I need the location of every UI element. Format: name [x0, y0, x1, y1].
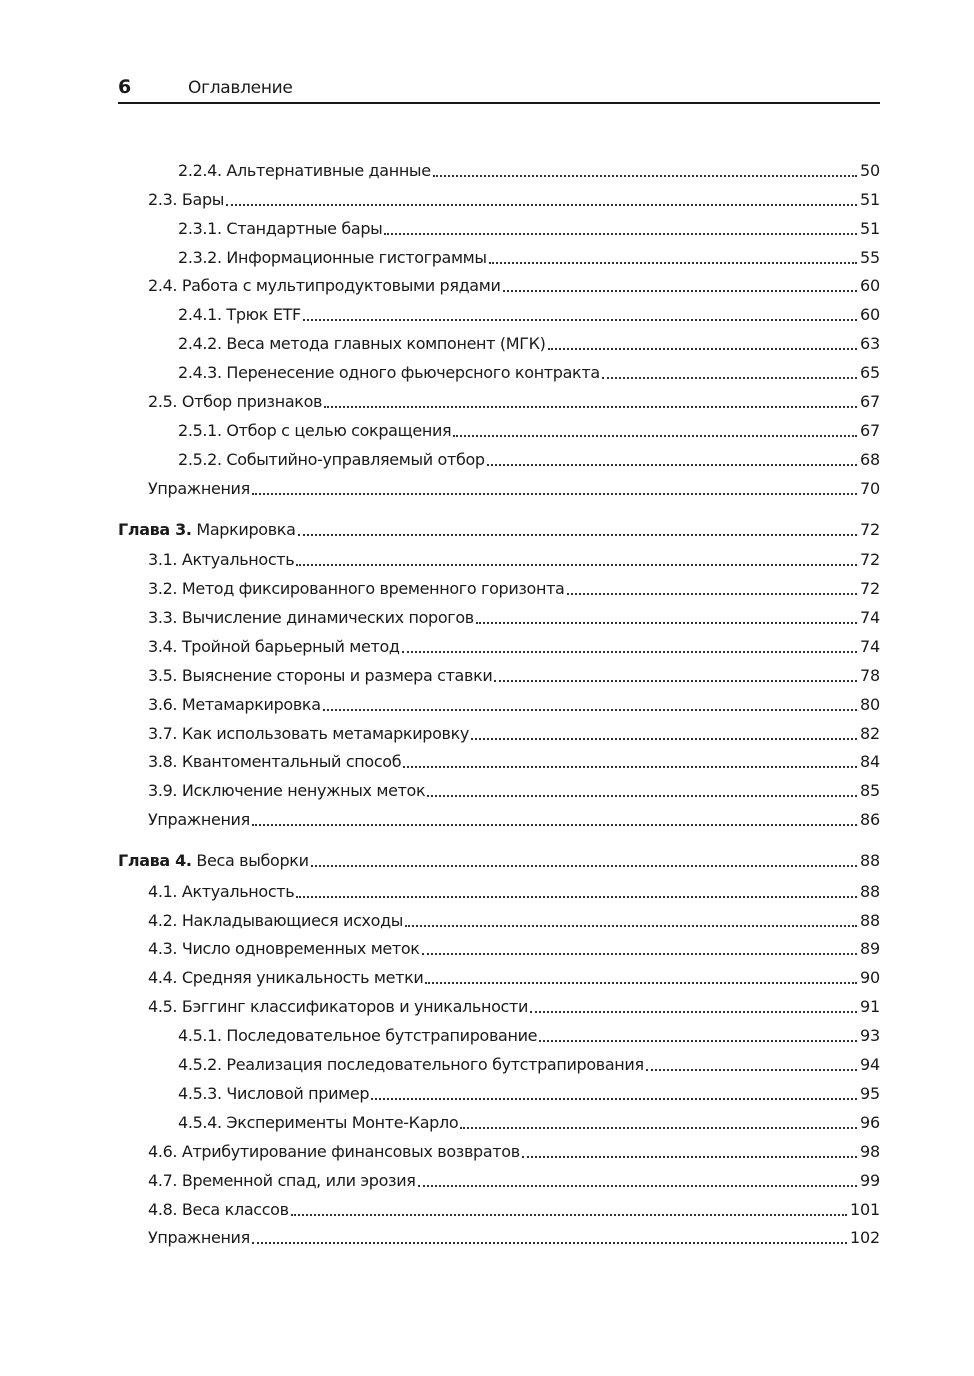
dot-leader: [418, 1185, 858, 1187]
toc-page-number: 93: [860, 1026, 880, 1046]
toc-entry[interactable]: [118, 1046, 880, 1075]
toc-entry-label: 3.4. Тройной барьерный метод: [148, 636, 400, 656]
toc-entry-title: [148, 637, 402, 657]
dot-leader: [494, 680, 857, 682]
toc-entry[interactable]: [118, 772, 880, 801]
toc-entry[interactable]: [118, 686, 880, 715]
toc-entry[interactable]: [118, 1133, 880, 1162]
toc-entry-label: 4.1. Актуальность: [148, 881, 295, 901]
toc-page-number: 85: [860, 781, 880, 801]
toc-entry-label: Упражнения: [148, 1228, 250, 1248]
toc-page-number: 99: [860, 1170, 880, 1190]
toc-entry[interactable]: [118, 210, 880, 239]
toc-page-number: 96: [860, 1112, 880, 1132]
toc-entry-label: 3.2. Метод фиксированного временного горизонта: [148, 579, 565, 599]
toc-entry-label: 2.3.2. Информационные гистограммы: [178, 247, 487, 267]
dot-leader: [252, 1242, 847, 1244]
toc-entry[interactable]: [118, 1191, 880, 1220]
toc-entry-label: 4.5.3. Числовой пример: [178, 1083, 370, 1103]
toc-entry-label: Маркировка: [196, 519, 296, 539]
toc-page-number: 51: [860, 218, 880, 238]
toc-entry[interactable]: [118, 441, 880, 470]
toc-page-number: 80: [860, 694, 880, 714]
toc-entry-title: [178, 450, 487, 470]
dot-leader: [296, 896, 857, 898]
toc-entry[interactable]: [118, 181, 880, 210]
dot-leader: [425, 982, 857, 984]
toc-page-number: 89: [860, 939, 880, 959]
toc-entry-title: [148, 190, 226, 210]
toc-page-number: 50: [860, 160, 880, 180]
toc-entry-title: [148, 695, 323, 715]
toc-page-number: 74: [860, 636, 880, 656]
toc-entry-title: [148, 968, 425, 988]
toc-page-number: 74: [860, 607, 880, 627]
toc-entry-title: [178, 1084, 371, 1104]
toc-page-number: 86: [860, 810, 880, 830]
toc-entry-title: [148, 724, 471, 744]
dot-leader: [476, 622, 857, 624]
toc-page-number: 88: [860, 910, 880, 930]
toc-entry-title: [148, 997, 530, 1017]
dot-leader: [402, 651, 857, 653]
toc-entry-label: 4.2. Накладывающиеся исходы: [148, 910, 404, 930]
toc-chapter-entry[interactable]: [118, 841, 880, 871]
dot-leader: [489, 262, 857, 264]
toc-entry-label: Веса выборки: [196, 851, 309, 871]
toc-chapter-entry[interactable]: [118, 510, 880, 540]
toc-entry[interactable]: [118, 628, 880, 657]
toc-entry-label: 4.6. Атрибутирование финансовых возвратов: [148, 1141, 520, 1161]
toc-entry-label: 2.3.1. Стандартные бары: [178, 218, 383, 238]
toc-page-number: 55: [860, 247, 880, 267]
toc-entry-title: [178, 305, 303, 325]
page-number: 6: [118, 76, 132, 98]
toc-entry-title: [178, 1113, 460, 1133]
toc-entry-label: 2.5. Отбор признаков: [148, 392, 323, 412]
toc-entry[interactable]: [118, 871, 880, 902]
toc-page-number: 63: [860, 334, 880, 354]
toc-entry[interactable]: [118, 152, 880, 181]
dot-leader: [371, 1098, 857, 1100]
toc-entry-label: 4.4. Средняя уникальность метки: [148, 968, 424, 988]
toc-entry-label: 4.5.1. Последовательное бутстрапирование: [178, 1026, 538, 1046]
dot-leader: [226, 204, 857, 206]
toc-entry-label: 3.9. Исключение ненужных меток: [148, 781, 426, 801]
toc-entry-label: 2.4.1. Трюк ETF: [178, 305, 301, 325]
toc-page-number: 88: [860, 851, 880, 871]
toc-page-number: 72: [860, 550, 880, 570]
toc-entry-label: Упражнения: [148, 810, 250, 830]
toc-page-number: 72: [860, 519, 880, 539]
toc-entry-title: [178, 161, 433, 181]
toc-entry-label: 2.4. Работа с мультипродуктовыми рядами: [148, 276, 501, 296]
dot-leader: [252, 824, 857, 826]
dot-leader: [503, 290, 858, 292]
dot-leader: [471, 738, 857, 740]
dot-leader: [539, 1040, 857, 1042]
toc-page-number: 60: [860, 305, 880, 325]
toc-entry-title: [178, 1026, 539, 1046]
toc-entry-title: [148, 939, 422, 959]
toc-entry-title: [178, 1055, 646, 1075]
dot-leader: [384, 233, 857, 235]
toc-page-number: 60: [860, 276, 880, 296]
toc-entry-label: 2.2.4. Альтернативные данные: [178, 160, 431, 180]
toc-entry[interactable]: [118, 801, 880, 830]
dot-leader: [405, 925, 857, 927]
toc-entry-title: [148, 911, 405, 931]
toc-page-number: 72: [860, 579, 880, 599]
toc-entry-label: 4.3. Число одновременных меток: [148, 939, 420, 959]
dot-leader: [646, 1069, 857, 1071]
toc-entry[interactable]: [118, 354, 880, 383]
toc-page-number: 78: [860, 665, 880, 685]
dot-leader: [602, 377, 857, 379]
toc-entry-title: [178, 421, 453, 441]
toc-entry-title: [148, 810, 252, 830]
dot-leader: [324, 406, 857, 408]
toc-entry[interactable]: [118, 1075, 880, 1104]
toc-entry[interactable]: [118, 744, 880, 773]
toc-entry-label: Упражнения: [148, 478, 250, 498]
toc-entry[interactable]: [118, 657, 880, 686]
toc-entry-title: [148, 608, 476, 628]
running-title: Оглавление: [188, 78, 293, 98]
dot-leader: [298, 534, 857, 536]
dot-leader: [522, 1156, 857, 1158]
dot-leader: [460, 1127, 857, 1129]
toc-entry-label: 4.5.2. Реализация последовательного бутстрапирования: [178, 1055, 644, 1075]
toc-page-number: 90: [860, 968, 880, 988]
toc-entry-title: [178, 363, 602, 383]
toc-entry-label: 3.8. Квантоментальный способ: [148, 752, 402, 772]
toc-entry[interactable]: [118, 1162, 880, 1191]
toc-page-number: 70: [860, 478, 880, 498]
toc-page-number: 88: [860, 881, 880, 901]
toc-entry-label: 3.7. Как использовать метамаркировку: [148, 723, 470, 743]
toc-entry[interactable]: [118, 570, 880, 599]
toc-entry-label: 3.3. Вычисление динамических порогов: [148, 607, 474, 627]
toc-entry-title: [148, 1171, 418, 1191]
toc-entry[interactable]: [118, 325, 880, 354]
toc-entry-label: 3.6. Метамаркировка: [148, 694, 321, 714]
toc-entry-title: [118, 520, 298, 540]
dot-leader: [530, 1011, 857, 1013]
toc-entry[interactable]: [118, 296, 880, 325]
toc-entry[interactable]: [118, 239, 880, 268]
toc-page-number: 94: [860, 1055, 880, 1075]
dot-leader: [311, 865, 857, 867]
toc-entry-label: 2.3. Бары: [148, 189, 225, 209]
dot-leader: [291, 1214, 847, 1216]
toc-entry-title: [178, 248, 489, 268]
toc-entry[interactable]: [118, 268, 880, 297]
toc-entry-label: 4.5.4. Эксперименты Монте-Карло: [178, 1112, 459, 1132]
dot-leader: [403, 766, 857, 768]
header-rule: [118, 102, 880, 104]
toc-entry-title: [178, 334, 548, 354]
toc-entry[interactable]: [118, 715, 880, 744]
toc-page-number: 67: [860, 392, 880, 412]
dot-leader: [567, 593, 858, 595]
toc-page-number: 67: [860, 420, 880, 440]
toc-entry-title: [148, 276, 503, 296]
toc-entry-title: [148, 550, 296, 570]
toc-entry[interactable]: [118, 599, 880, 628]
toc-entry-title: [178, 219, 384, 239]
dot-leader: [453, 435, 857, 437]
table-of-contents: [118, 152, 880, 1248]
toc-entry[interactable]: [118, 1220, 880, 1249]
toc-page-number: 101: [850, 1199, 880, 1219]
toc-entry-label: 2.4.2. Веса метода главных компонент (МГК): [178, 334, 546, 354]
toc-entry-title: [148, 781, 427, 801]
chapter-prefix: Глава 3.: [118, 519, 192, 539]
toc-entry-title: [148, 1200, 291, 1220]
toc-page-number: 84: [860, 752, 880, 772]
toc-entry[interactable]: [118, 383, 880, 412]
toc-entry[interactable]: [118, 988, 880, 1017]
toc-entry[interactable]: [118, 1104, 880, 1133]
toc-entry[interactable]: [118, 959, 880, 988]
toc-entry-label: 4.5. Бэггинг классификаторов и уникальности: [148, 997, 528, 1017]
dot-leader: [303, 319, 857, 321]
toc-page-number: 82: [860, 723, 880, 743]
chapter-prefix: Глава 4.: [118, 851, 192, 871]
toc-page-number: 98: [860, 1141, 880, 1161]
toc-entry[interactable]: [118, 902, 880, 931]
toc-entry-title: [118, 851, 311, 871]
dot-leader: [427, 795, 857, 797]
page-header: [118, 72, 880, 104]
toc-entry-label: 2.5.2. Событийно-управляемый отбор: [178, 449, 485, 469]
toc-entry-label: 4.8. Веса классов: [148, 1199, 289, 1219]
toc-entry-title: [148, 882, 296, 902]
toc-entry[interactable]: [118, 931, 880, 960]
toc-entry[interactable]: [118, 412, 880, 441]
toc-entry-label: 3.1. Актуальность: [148, 550, 295, 570]
toc-entry-title: [148, 579, 567, 599]
toc-entry-label: 3.5. Выяснение стороны и размера ставки: [148, 665, 493, 685]
toc-entry-title: [148, 666, 494, 686]
dot-leader: [433, 175, 857, 177]
toc-entry-title: [148, 1142, 522, 1162]
toc-page-number: 102: [850, 1228, 880, 1248]
toc-entry-title: [148, 392, 324, 412]
toc-entry[interactable]: [118, 540, 880, 571]
dot-leader: [323, 709, 857, 711]
toc-entry-title: [148, 479, 252, 499]
toc-page-number: 51: [860, 189, 880, 209]
toc-entry-title: [148, 1228, 252, 1248]
dot-leader: [252, 493, 857, 495]
dot-leader: [487, 464, 857, 466]
dot-leader: [422, 953, 857, 955]
toc-entry-label: 4.7. Временной спад, или эрозия: [148, 1170, 416, 1190]
toc-entry-title: [148, 752, 403, 772]
toc-entry-label: 2.5.1. Отбор с целью сокращения: [178, 420, 452, 440]
toc-page-number: 91: [860, 997, 880, 1017]
toc-page-number: 95: [860, 1083, 880, 1103]
toc-entry[interactable]: [118, 1017, 880, 1046]
dot-leader: [296, 564, 857, 566]
toc-entry[interactable]: [118, 470, 880, 499]
toc-page-number: 65: [860, 363, 880, 383]
toc-entry-label: 2.4.3. Перенесение одного фьючерсного контракта: [178, 363, 600, 383]
toc-page-number: 68: [860, 449, 880, 469]
dot-leader: [548, 348, 857, 350]
